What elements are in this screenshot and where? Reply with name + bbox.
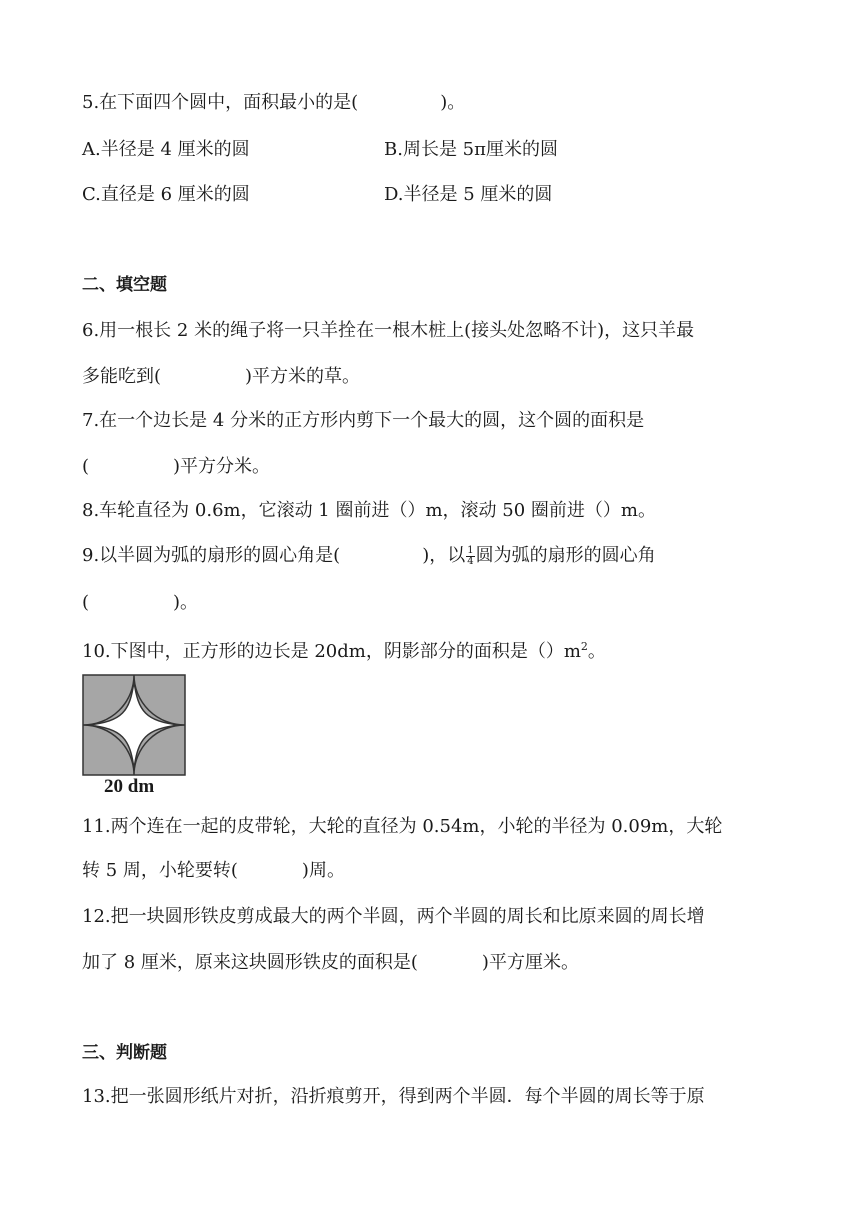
- question-7-line1: 7.在一个边长是 4 分米的正方形内剪下一个最大的圆，这个圆的面积是: [82, 410, 645, 431]
- q11-line2-b: )周。: [301, 860, 345, 881]
- q10-superscript: 2: [580, 640, 588, 653]
- q10-text: 10.下图中，正方形的边长是 20dm，阴影部分的面积是（）m: [82, 641, 581, 662]
- section-heading-fill-in: 二、填空题: [82, 275, 167, 295]
- q10-end: 。: [587, 641, 606, 662]
- question-7-line2: [82, 454, 270, 480]
- figure-caption: 20 dm: [104, 776, 155, 797]
- q7-line2-a: (: [82, 456, 90, 477]
- q12-line2-b: )平方厘米。: [481, 952, 579, 973]
- question-11-line2: [82, 858, 345, 884]
- q5-stem-end: )。: [440, 92, 466, 113]
- question-6-line1: 6.用一根长 2 米的绳子将一只羊拴在一根木桩上(接头处忽略不计)，这只羊最: [82, 320, 695, 341]
- q11-line2-a: 转 5 周，小轮要转(: [82, 860, 238, 881]
- question-12-line2: [82, 950, 579, 976]
- question-10: [82, 634, 606, 665]
- question-9-line1: [82, 543, 656, 569]
- question-12-line1: 12.把一块圆形铁皮剪成最大的两个半圆，两个半圆的周长和比原来圆的周长增: [82, 906, 705, 927]
- question-13: 13.把一张圆形纸片对折，沿折痕剪开，得到两个半圆．每个半圆的周长等于原: [82, 1086, 705, 1107]
- question-6-line2: [82, 364, 360, 390]
- q5-stem-text: 5.在下面四个圆中，面积最小的是(: [82, 92, 359, 113]
- q9-line2-b: )。: [173, 592, 199, 613]
- q6-line2-a: 多能吃到(: [82, 366, 162, 387]
- question-5-stem: [82, 90, 465, 116]
- q5-option-a[interactable]: A.半径是 4 厘米的圆: [82, 139, 250, 160]
- q7-line2-b: )平方分米。: [173, 456, 271, 477]
- q5-option-d[interactable]: D.半径是 5 厘米的圆: [384, 184, 553, 205]
- q5-option-b[interactable]: B.周长是 5π厘米的圆: [384, 139, 558, 160]
- q9-line1-b: )，以: [422, 545, 466, 566]
- q9-line1-a: 9.以半圆为弧的扇形的圆心角是(: [82, 545, 341, 566]
- q5-option-c[interactable]: C.直径是 6 厘米的圆: [82, 184, 250, 205]
- question-11-line1: 11.两个连在一起的皮带轮，大轮的直径为 0.54m，小轮的半径为 0.09m，大轮: [82, 816, 723, 837]
- question-9-line2: [82, 590, 198, 616]
- q9-line2-a: (: [82, 592, 90, 613]
- q9-line1-c: 圆为弧的扇形的圆心角: [475, 545, 656, 566]
- q12-line2-a: 加了 8 厘米，原来这块圆形铁皮的面积是(: [82, 952, 418, 973]
- section-heading-true-false: 三、判断题: [82, 1043, 167, 1063]
- fraction-one-quarter: $\frac{1}{4}$: [467, 544, 474, 567]
- question-8: 8.车轮直径为 0.6m，它滚动 1 圈前进（）m，滚动 50 圈前进（）m。: [82, 500, 656, 521]
- q6-line2-b: )平方米的草。: [245, 366, 361, 387]
